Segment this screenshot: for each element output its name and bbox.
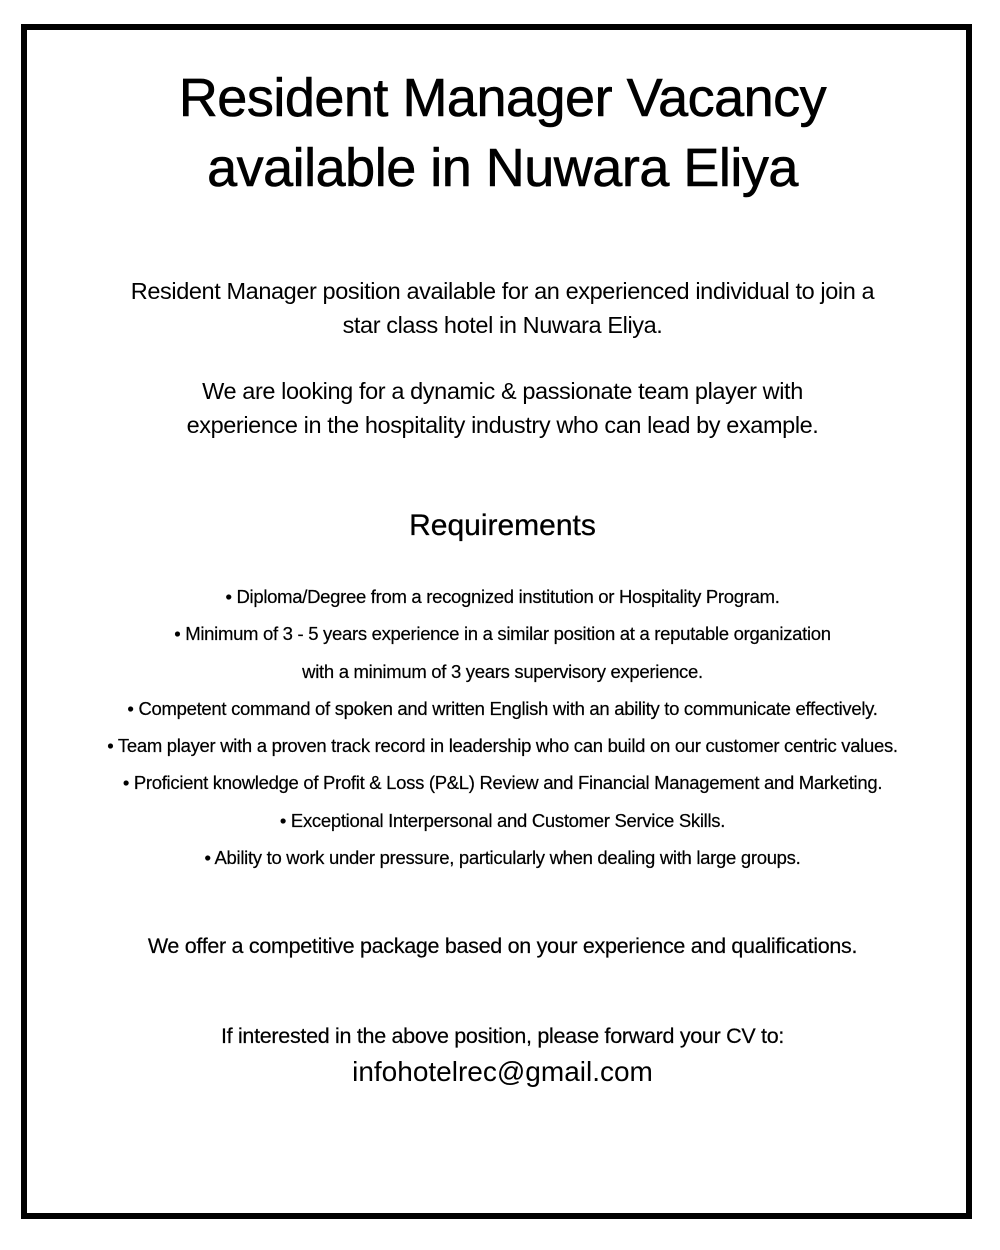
requirement-line: • Team player with a proven track record in leadership who can build on our customer centric values. bbox=[107, 735, 898, 757]
requirement-line: • Competent command of spoken and written English with an ability to communicate effectively. bbox=[127, 697, 878, 719]
requirements-list bbox=[27, 578, 978, 876]
requirements-heading: Requirements bbox=[409, 509, 596, 542]
offer-text: We offer a competitive package based on your experience and qualifications. bbox=[147, 934, 858, 958]
requirement-line: • Diploma/Degree from a recognized institution or Hospitality Program. bbox=[225, 586, 780, 607]
title-line-2: available in Nuwara Eliya bbox=[207, 138, 798, 198]
intro-line-1: Resident Manager position available for an experienced individual to join a bbox=[130, 278, 875, 304]
looking-for-line-1: We are looking for a dynamic & passionate team player with bbox=[202, 378, 803, 404]
requirement-line: with a minimum of 3 years supervisory experience. bbox=[302, 660, 703, 682]
cta-text: If interested in the above position, please forward your CV to: bbox=[220, 1024, 785, 1048]
requirement-line: • Exceptional Interpersonal and Customer Service Skills. bbox=[279, 809, 726, 831]
contact-email: infohotelrec@gmail.com bbox=[352, 1056, 653, 1087]
requirement-line: • Ability to work under pressure, particularly when dealing with large groups. bbox=[204, 847, 801, 869]
looking-for-line-2: experience in the hospitality industry who can lead by example. bbox=[186, 412, 819, 438]
intro-line-2: star class hotel in Nuwara Eliya. bbox=[342, 312, 663, 338]
requirement-line: • Proficient knowledge of Profit & Loss (P&L) Review and Financial Management and Marketing. bbox=[122, 772, 883, 794]
requirement-line: • Minimum of 3 - 5 years experience in a similar position at a reputable organization bbox=[174, 623, 831, 645]
title-line-1: Resident Manager Vacancy bbox=[178, 68, 827, 128]
advertisement-frame bbox=[21, 24, 972, 1219]
